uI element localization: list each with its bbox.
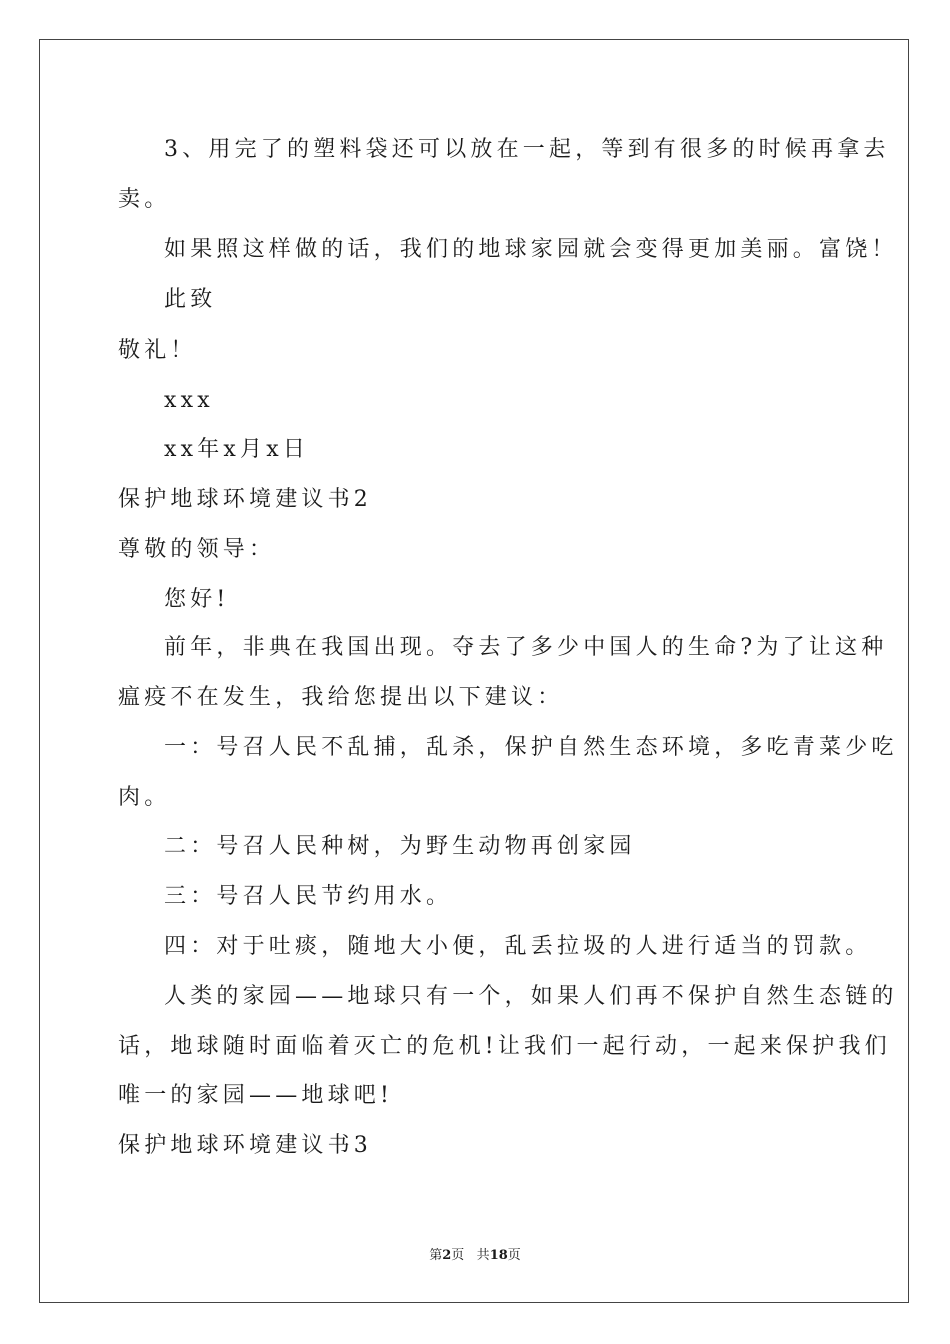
section-title: 保护地球环境建议书2 [118,487,372,512]
paragraph-line: 四：对于吐痰，随地大小便，乱丢拉圾的人进行适当的罚款。 [164,934,872,959]
closing-salutation: 敬礼！ [118,338,197,363]
paragraph-line: 肉。 [118,785,171,810]
paragraph-line: 3、用完了的塑料袋还可以放在一起，等到有很多的时候再拿去 [164,137,890,162]
paragraph-line: 二：号召人民种树，为野生动物再创家园 [164,834,636,859]
page-border [39,39,909,1303]
paragraph-line: 人类的家园——地球只有一个，如果人们再不保护自然生态链的 [164,984,898,1009]
total-suffix: 页 [507,1248,521,1263]
page-footer [0,1244,950,1263]
greeting: 您好! [164,587,230,612]
page-prefix: 第 [429,1248,443,1263]
signature-name: xxx [164,388,214,413]
total-pages: 18 [489,1248,508,1263]
closing-salutation: 此致 [164,287,217,312]
paragraph-line: 三：号召人民节约用水。 [164,884,453,909]
greeting: 尊敬的领导： [118,537,276,562]
section-title: 保护地球环境建议书3 [118,1133,372,1158]
paragraph-line: 唯一的家园——地球吧! [118,1083,394,1108]
paragraph-line: 一：号召人民不乱捕，乱杀，保护自然生态环境，多吃青菜少吃 [164,735,898,760]
paragraph-line: 话，地球随时面临着灭亡的危机!让我们一起行动，一起来保护我们 [118,1034,891,1059]
paragraph-line: 如果照这样做的话，我们的地球家园就会变得更加美丽。富饶！ [164,237,898,262]
paragraph-line: 瘟疫不在发生，我给您提出以下建议： [118,685,564,710]
total-prefix: 共 [476,1248,490,1263]
page-number: 2 [442,1248,452,1263]
paragraph-line: 前年，非典在我国出现。夺去了多少中国人的生命?为了让这种 [164,635,888,660]
page-suffix: 页 [451,1248,465,1263]
paragraph-line: 卖。 [118,187,171,212]
signature-date: xx年x月x日 [164,437,310,462]
